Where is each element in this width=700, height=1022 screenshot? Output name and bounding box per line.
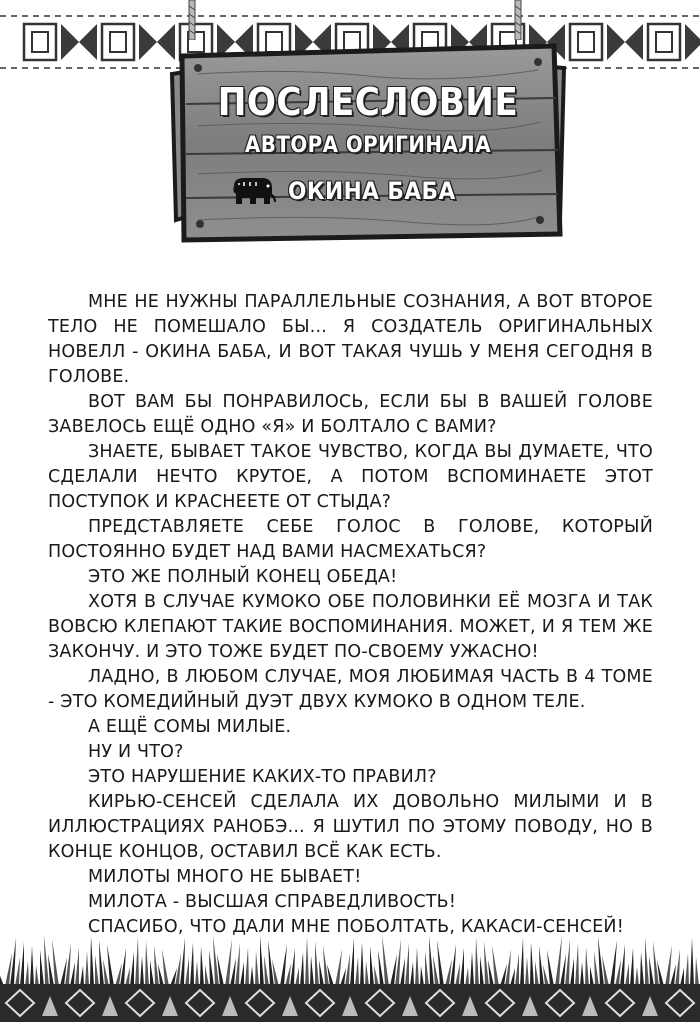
paragraph: МИЛОТА - ВЫСШАЯ СПРАВЕДЛИВОСТЬ! <box>88 892 457 912</box>
tribal-square-icon <box>102 24 134 60</box>
paragraph: МНЕ НЕ НУЖНЫ ПАРАЛЛЕЛЬНЫЕ СОЗНАНИЯ, А ВОТ ВТОРОЕ ТЕЛО НЕ ПОМЕШАЛО БЫ... Я СОЗДАТЕЛЬ ОРИГИНАЛЬНЫХ НОВЕЛЛ - ОКИНА БАБА, И ВОТ ТАКАЯ ЧУШЬ У МЕНЯ СЕГОДНЯ В ГОЛОВЕ. <box>48 292 653 387</box>
tribal-square-icon <box>24 24 56 60</box>
tribal-triangle-icon <box>607 24 643 60</box>
paragraph: ВОТ ВАМ БЫ ПОНРАВИЛОСЬ, ЕСЛИ БЫ В ВАШЕЙ ГОЛОВЕ ЗАВЕЛОСЬ ЕЩЁ ОДНО «Я» И БОЛТАЛО С ВАМИ? <box>48 392 653 437</box>
tribal-square-icon <box>648 24 680 60</box>
paragraph: ЭТО НАРУШЕНИЕ КАКИХ-ТО ПРАВИЛ? <box>88 767 437 787</box>
paragraph: ПРЕДСТАВЛЯЕТЕ СЕБЕ ГОЛОС В ГОЛОВЕ, КОТОРЫЙ ПОСТОЯННО БУДЕТ НАД ВАМИ НАСМЕХАТЬСЯ? <box>48 517 653 562</box>
tribal-square-icon <box>570 24 602 60</box>
paragraph: МИЛОТЫ МНОГО НЕ БЫВАЕТ! <box>88 867 362 887</box>
author-name: ОКИНА БАБА <box>288 177 456 205</box>
paragraph: КИРЬЮ-СЕНСЕЙ СДЕЛАЛА ИХ ДОВОЛЬНО МИЛЫМИ И В ИЛЛЮСТРАЦИЯХ РАНОБЭ... Я ШУТИЛ ПО ЭТОМУ ПОВОДУ, НО В КОНЦЕ КОНЦОВ, ОСТАВИЛ ВСЁ КАК ЕСТЬ. <box>48 792 653 862</box>
sign-text <box>168 34 568 244</box>
paragraph: НУ И ЧТО? <box>88 742 184 762</box>
tribal-triangle-icon <box>61 24 97 60</box>
paragraph: СПАСИБО, ЧТО ДАЛИ МНЕ ПОБОЛТАТЬ, КАКАСИ-СЕНСЕЙ! <box>88 917 624 937</box>
page-title: ПОСЛЕСЛОВИЕ <box>217 80 519 124</box>
paragraph: А ЕЩЁ СОМЫ МИЛЫЕ. <box>88 717 292 737</box>
grass-border <box>0 930 700 1022</box>
paragraph: ЭТО ЖЕ ПОЛНЫЙ КОНЕЦ ОБЕДА! <box>88 567 398 587</box>
tribal-triangle-icon <box>685 24 700 60</box>
page-subtitle: АВТОРА ОРИГИНАЛА <box>244 133 492 158</box>
paragraph: ЗНАЕТЕ, БЫВАЕТ ТАКОЕ ЧУВСТВО, КОГДА ВЫ ДУМАЕТЕ, ЧТО СДЕЛАЛИ НЕЧТО КРУТОЕ, А ПОТОМ ВСПОМИНАЕТЕ ЭТОТ ПОСТУПОК И КРАСНЕЕТЕ ОТ СТЫДА? <box>48 442 653 512</box>
afterword-text <box>48 290 653 940</box>
paragraph: ХОТЯ В СЛУЧАЕ КУМОКО ОБЕ ПОЛОВИНКИ ЕЁ МОЗГА И ТАК ВОВСЮ КЛЕПАЮТ ТАКИЕ ВОСПОМИНАНИЯ. МОЖЕТ, И Я ТЕМ ЖЕ ЗАКОНЧУ. И ЭТО ТОЖЕ БУДЕТ ПО-СВОЕМУ УЖАСНО! <box>48 592 653 662</box>
elephant-icon <box>228 174 278 208</box>
paragraph: ЛАДНО, В ЛЮБОМ СЛУЧАЕ, МОЯ ЛЮБИМАЯ ЧАСТЬ В 4 ТОМЕ - ЭТО КОМЕДИЙНЫЙ ДУЭТ ДВУХ КУМОКО В ОДНОМ ТЕЛЕ. <box>48 667 653 712</box>
